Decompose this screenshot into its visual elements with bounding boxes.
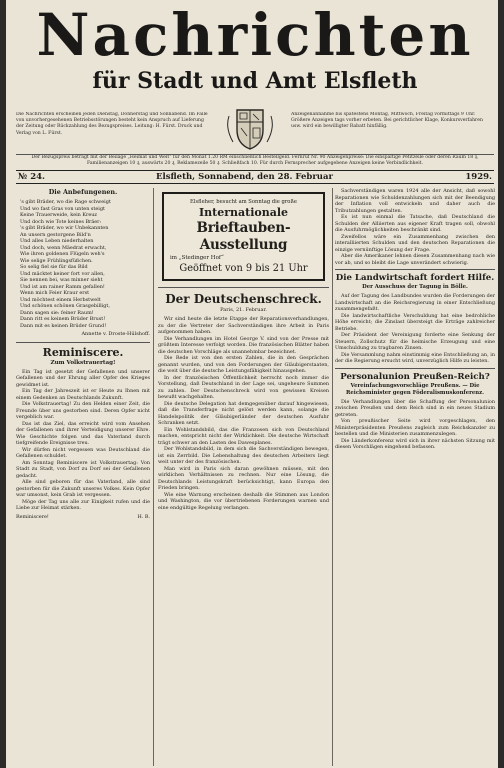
poem-line: So selig fiel sie für das Bild: [20, 264, 88, 270]
scan-border-left: [0, 0, 6, 768]
article-dateline: Paris, 21. Februar.: [220, 307, 267, 313]
poem-line: Keine Trauerweide, kein Kreuz: [20, 212, 97, 218]
article-paragraph: Wir dürfen nicht vergessen was Deutschland die Gefallenen schuldet.: [16, 446, 150, 459]
column-right: [335, 188, 495, 766]
article-paragraph: Der Wohlstandsbild, in dem sich die Sachverständigen bewegen, ist ein Zerrbild. Die Lebenshaltung des deutschen Arbeiters liegt weit unter der des französischen.: [158, 446, 329, 465]
article-paragraph: Die Volkstrauertag! Zu den Helden einer Zeit, die Freunde über uns gestorben sind. Deren Opfer nicht vergeblich war.: [16, 401, 150, 420]
poem-line: 's gibt Bräder, wo wir Unbekannten: [20, 225, 109, 231]
article-paragraph: Aber die Amerikaner lehnen diesen Zusammenhang nach wie vor ab, und so bleibt die Lage unverändert schwierig.: [335, 253, 495, 266]
article-paragraph: Die Rede ist von den ersten Zahlen, die in den Gesprächen genannt wurden, und von den Forderungen der Gläubigerstaaten, die weit über die deutsche Leistungsfähigkeit hinausgehen.: [158, 355, 329, 374]
poem-line: Und alles Leben niederhalten: [20, 238, 94, 244]
article-paragraph: Wie eine Warnung erscheinen deshalb die Stimmen aus London und Washington, die vor übertriebenen Forderungen warnen und eine endgültige Regelung verlangen.: [158, 491, 329, 511]
poem-author: Annette v. Droste-Hülshoff.: [81, 331, 150, 337]
article-paragraph: Das ist das Ziel, das erreicht wird vom Ansehen der Gefallenen und ihrer Verteidigung unserer Ehre. Wie Geschichte folgen und das Vaterland durch tiefgreifende Ereignisse treu.: [16, 420, 150, 446]
poem-line: Sie nennen bei, was minner sieht: [20, 277, 103, 283]
poem-line: Dann sagen sie: feiner Raum!: [20, 309, 94, 316]
article-paragraph: Wir sind heute die letzte Etappe der Reparationsverhandlungen, zu der die Vertreter der Sachverständigen ihre Arbeit in Paris aufgenommen haben.: [158, 316, 329, 335]
article-paragraph: Es ist nun einmal die Tatsache, daß Deutschland die Schulden der Alliierten aus eigener Kraft tragen soll, obwohl die Ausfuhrmöglichkeiten beschränkt sind.: [335, 214, 495, 233]
article-signoff: [16, 514, 150, 521]
article-paragraph: Ein Tag ist gesetzt der Gefallenen und unserer Gefallenen und der Ehrung aller Opfer des Krieges gewidmet ist.: [16, 368, 150, 388]
poem-line: Und ist am rainer Ramm gefallen!: [20, 283, 105, 290]
article-paragraph: Die Verhandlungen über die Schaffung der Personalunion zwischen Preußen und dem Reich sind in ein neues Stadium getreten.: [335, 398, 495, 418]
poem-line: Wie selige Frühlingsfüßchen.: [20, 257, 93, 264]
article-paragraph: Zweifellos wäre ein Zusammenhang zwischen den interalliierten Schulden und den deutschen Reparationen die einzige vernünftige Lösung der Frage.: [335, 233, 495, 253]
poem-line: An unsern gestorgene Bild'n: [20, 231, 91, 238]
column-divider: [332, 188, 333, 766]
article-headline: Personalunion Preußen-Reich?: [335, 368, 495, 383]
column-divider: [153, 188, 154, 766]
scan-border-right: [498, 0, 504, 768]
poem-line: Wie ihren goldenen Flügeln weh's: [20, 251, 105, 257]
ad-opening-hours: Geöffnet von 9 bis 21 Uhr: [179, 263, 308, 274]
masthead-subtitle: für Stadt und Amt Elsfleth: [92, 68, 418, 94]
article-paragraph: Man wird in Paris sich daran gewöhnen müssen, mit den wirklichen Verhältnissen zu rechnen. Nur eine Lösung, die Deutschlands Leistungskraft berücksichtigt, kann Europa den Frieden bringen.: [158, 465, 329, 491]
article-paragraph: Die Länderkonferenz wird sich in ihrer nächsten Sitzung mit diesen Vorschlägen eingehend befassen.: [335, 437, 495, 450]
poem-line: Dann mit es keinen Brüder Grund!: [20, 322, 107, 329]
poem-line: Dann ritt es keinem Brüder Brust!: [20, 316, 106, 322]
exhibition-advertisement: [162, 192, 325, 281]
article-paragraph: Die deutsche Delegation hat demgegenüber darauf hingewiesen, daß die Transferfrage nicht gelöst werden kann, solange die Handelspolitik der Gläubigerländer der deutschen Ausfuhr Schranken setzt.: [158, 400, 329, 426]
poem-line: 's gibt Bräder, wo die Rage schweigt: [20, 199, 111, 205]
article-paragraph: In der französischen Öffentlichkeit herrscht noch immer die Vorstellung, daß Deutschland in der Lage sei, ungeheure Summen zu zahlen. Der Deutschenschreck wird von gewissen Kreisen bewußt wachgehalten.: [158, 374, 329, 400]
article-paragraph: Möge der Tag uns alle zur Einigkeit rufen und die Liebe zur Heimat stärken.: [16, 498, 150, 511]
column-middle: [158, 188, 329, 766]
poem-line: Wenn mich Feier Kraur erst: [20, 290, 90, 296]
article-paragraph: Sachverständigen waren 1924 alle der Ansicht, daß sowohl Reparationen wie Schuldenzahlungen sich mit der Beendigung der Inflation voll entwickeln und daher auch die Tributzahlungen gestalten.: [335, 188, 495, 214]
article-paragraph: Ein Tag der Jahreszeit ist er Heute zu Ihnen mit einem Gedenken an Deutschlands Zukunft.: [16, 388, 150, 401]
ad-title-line2: Brieftauben-Ausstellung: [196, 220, 291, 253]
article-headline: Reminiscere.: [16, 342, 150, 359]
publication-info: Die Nachrichten erscheinen jeden Dienstag, Donnerstag und Sonnabend. Im Falle von unvorhergesehenen Betriebsstörungen besteht kein Anspruch auf Lieferung der Zeitung oder Rückzahlung des Bezugspreises. Leitung: H. Fürst. Druck und Verlag von L. Fürst.: [16, 112, 208, 136]
ad-location: im „Stedinger Hof“: [170, 255, 224, 261]
article-subheadline: Zum Volkstrauertag!: [50, 359, 116, 366]
price-info: Der Bezugspreis beträgt mit der Beilage „Heimat und Welt“ für den Monat 1.20 RM einschließlich Bestellgeld. Fernruf Nr. 90 Anzeigenpreise: Die einspaltige Petitzeile oder deren Raum 18 ₰, Familienanzeigen 10 ₰, auswärts 20 ₰, Reklamezeile 50 ₰. Schließfach 10. Für durch Fernsprecher aufgegebene Anzeigen keine Verbindlichkeit.: [16, 154, 494, 169]
poem-line: Und möchtest einem Herbstwelt: [20, 296, 101, 303]
issue-year: 1929.: [465, 172, 492, 182]
poem-line: Und wo fast Gras von unten steigt: [20, 205, 105, 212]
signoff-text: Reminiscere!: [16, 513, 49, 520]
article-headline: Die Landwirtschaft fordert Hilfe.: [335, 269, 495, 284]
poem-line: Und mäcktet keiner fort vor allen,: [20, 270, 105, 277]
article-paragraph: Alle sind geboren für das Vaterland, alle sind gestorben für die Zukunft unseres Volkes. Kein Opfer war umsonst, kein Grab ist vergessen.: [16, 479, 150, 498]
ad-title-line1: Internationale: [198, 206, 289, 219]
article-paragraph: Die Versammlung nahm einstimmig eine Entschließung an, in der die Regierung ersucht wird, unverzüglich Hilfe zu leisten.: [335, 351, 495, 364]
ad-intro: Elsfleher, besucht am Sonntag die große: [190, 199, 297, 205]
advertising-info: Anzeigenannahme bis spätestens Montag, Mittwoch, Freitag vormittags 9 Uhr. Größere Anzeigen tags vorher erbeten. Bei gerichtlicher Klage, Konkursverfahren usw. wird ein bewilligter Rabatt hinfällig.: [291, 112, 483, 130]
issue-bar: [16, 170, 494, 184]
column-left: [16, 188, 150, 766]
article-headline: Der Deutschenschreck.: [158, 287, 329, 307]
article-subheadline: Vereinfachungsvorschläge Preußens. — Die Reichsminister gegen Föderalismuskonferenz.: [346, 382, 484, 396]
issue-number: № 24.: [18, 172, 45, 182]
article-paragraph: Die landwirtschaftliche Verschuldung hat eine bedrohliche Höhe erreicht; die Zinslast übersteigt die Erträge zahlreicher Betriebe.: [335, 312, 495, 332]
poem-line: Und doch, wenn Mäedrat erwacht,: [20, 244, 107, 251]
article-paragraph: Der Präsident der Vereinigung forderte eine Senkung der Steuern, Zollschutz für die heimische Erzeugung und eine Umschuldung zu tragbaren Zinsen.: [335, 332, 495, 351]
article-paragraph: Die Verhandlungen im Hotel George V. sind von der Presse mit größtem Interesse verfolgt worden. Die französischen Blätter haben die deutschen Vorschläge als unannehmbar bezeichnet.: [158, 335, 329, 355]
article-subheadline: Der Ausschuss der Tagung in Bölle.: [362, 284, 468, 290]
article-paragraph: Von preußischer Seite wird vorgeschlagen, den Ministerpräsidenten Preußens zugleich zum Reichskanzler zu bestellen und die Ministerien zusammenzulegen.: [335, 418, 495, 437]
poem-line: Und schönen schönen Grasgebilligt,: [20, 303, 110, 309]
issue-dateline: Elsfleth, Sonnabend, den 28. Februar: [156, 172, 333, 182]
signoff-initials: H. B.: [137, 513, 150, 520]
newspaper-page: [6, 0, 498, 768]
masthead-title: Nachrichten: [36, 1, 474, 69]
poem-body: [16, 199, 150, 329]
poem-title: Die Anbefungenen.: [48, 188, 118, 196]
article-paragraph: Auf der Tagung des Landbundes wurden die Forderungen der Landwirtschaft an die Reichsregierung in einer Entschließung zusammengefaßt.: [335, 293, 495, 312]
coat-of-arms-icon: [219, 108, 281, 150]
article-paragraph: Am Sonntag Reminiscere ist Volkstrauertag: Von Stadt zu Stadt, von Dorf zu Dorf sei der Gefallenen gedacht.: [16, 459, 150, 479]
poem-line: Und doch wie Tote keines Bräer:: [20, 218, 102, 225]
article-paragraph: Ein Wohlstandsbild, das die Franzosen sich von Deutschland machen, entspricht nicht der Wirklichkeit. Die deutsche Wirtschaft trägt schwer an den Lasten des Dawesplanes.: [158, 426, 329, 446]
